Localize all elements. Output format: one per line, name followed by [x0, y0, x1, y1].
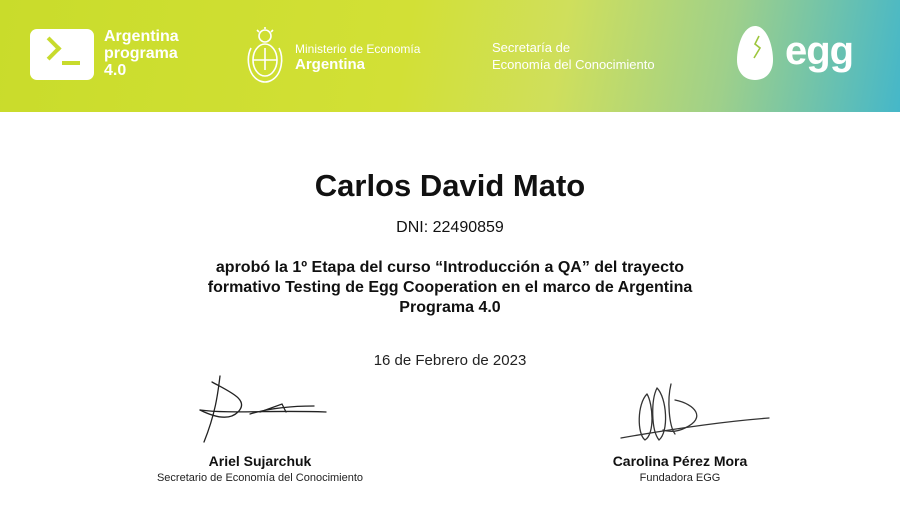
ministry-line1: Ministerio de Economía [295, 42, 421, 56]
ministry-label [295, 42, 420, 74]
secretariat-label [492, 39, 655, 73]
body-line2: formativo Testing de Egg Cooperation en el marco de Argentina [207, 279, 693, 296]
signature-left [190, 372, 340, 450]
recipient-name: Carlos David Mato [314, 168, 586, 203]
coat-of-arms-icon [246, 26, 284, 84]
signature-right [615, 374, 775, 450]
signatory-left-role: Secretario de Economía del Conocimiento [156, 472, 364, 484]
egg-icon [735, 24, 775, 82]
ap-line1: Argentina [104, 28, 179, 45]
header-banner [0, 0, 900, 112]
body-line3: Programa 4.0 [399, 299, 501, 316]
ap-line2: programa [104, 45, 178, 62]
ministry-line2: Argentina [295, 56, 366, 73]
certificate-body [180, 258, 720, 318]
signatory-right-role: Fundadora EGG [639, 472, 721, 484]
ap-line3: 4.0 [104, 62, 127, 79]
argentina-programa-logo-text [104, 28, 179, 79]
signatory-left-name: Ariel Sujarchuk [208, 453, 312, 469]
egg-wordmark: egg [785, 29, 854, 73]
signatory-right-name: Carolina Pérez Mora [612, 453, 748, 469]
secretariat-line2: Economía del Conocimiento [492, 57, 655, 72]
terminal-prompt-icon [30, 29, 94, 80]
body-line1: aprobó la 1º Etapa del curso “Introducción a QA” del trayecto [215, 259, 685, 276]
recipient-dni: DNI: 22490859 [396, 219, 504, 236]
certificate-date: 16 de Febrero de 2023 [373, 352, 527, 369]
secretariat-line1: Secretaría de [492, 40, 571, 55]
